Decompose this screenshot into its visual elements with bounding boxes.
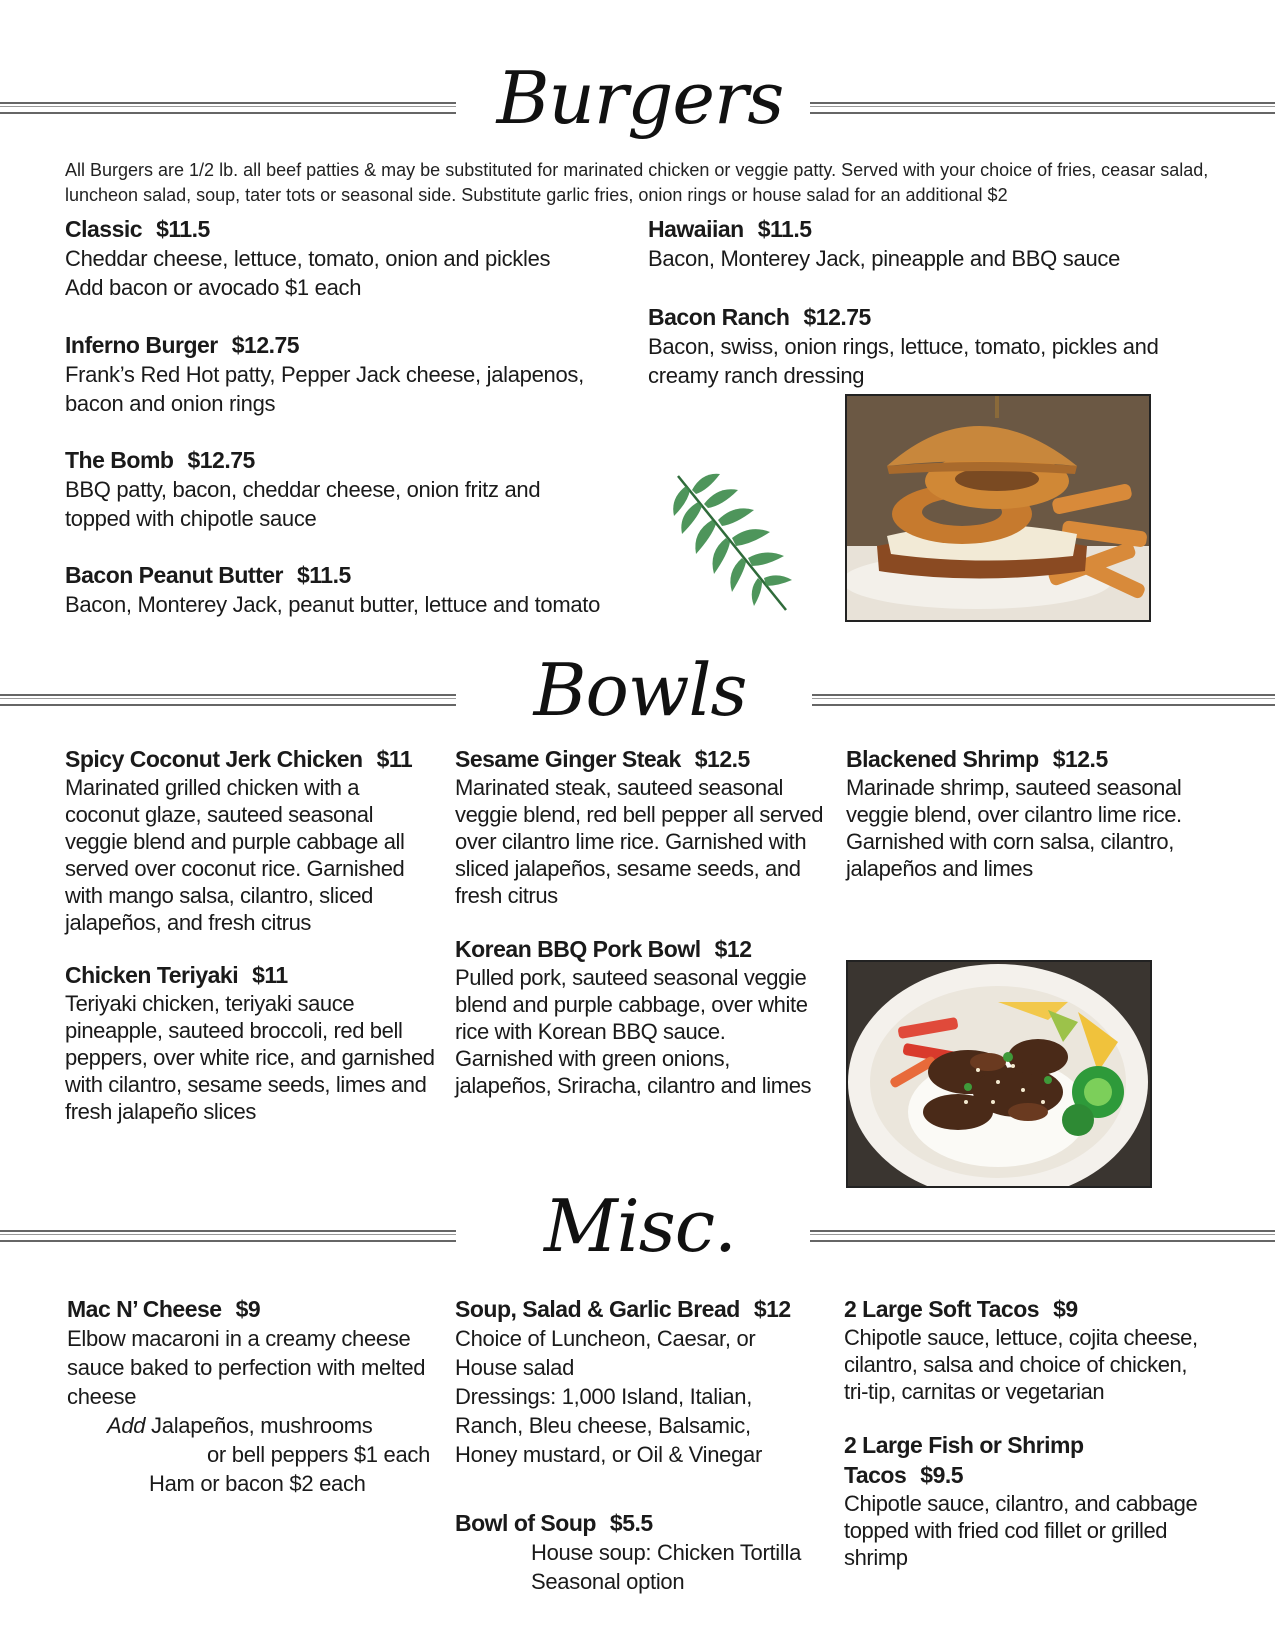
item-title	[65, 445, 605, 475]
fern-leaf-icon	[668, 468, 798, 618]
menu-item-spicy-coconut-jerk-chicken	[65, 744, 435, 936]
item-extra: Add bacon or avocado $1 each	[65, 275, 362, 300]
item-name: The Bomb	[65, 447, 174, 473]
item-price: $9	[235, 1296, 261, 1322]
item-title	[65, 214, 625, 244]
item-price: $9.5	[920, 1462, 964, 1488]
item-description: Bacon, Monterey Jack, peanut butter, lettuce and tomato	[65, 592, 601, 617]
item-name: Blackened Shrimp	[846, 746, 1039, 772]
item-title	[65, 960, 435, 990]
burgers-rule-right	[810, 102, 1275, 114]
item-price: $12	[714, 936, 752, 962]
item-name: Classic	[65, 216, 143, 242]
item-description: Bacon, Monterey Jack, pineapple and BBQ sauce	[648, 246, 1121, 271]
burgers-intro: All Burgers are 1/2 lb. all beef patties & may be substituted for marinated chicken or veggie patty. Served with your choice of fries, ceasar salad, luncheon salad, soup, tater tots or seasonal side. Substitute garlic fries, onion rings or house salad for an additional $2	[65, 160, 1209, 205]
item-price: $12.5	[1052, 746, 1108, 772]
item-description: Cheddar cheese, lettuce, tomato, onion and pickles	[65, 246, 551, 271]
add-text: Jalapeños, mushrooms	[145, 1413, 373, 1438]
item-description: Chipotle sauce, cilantro, and cabbage topped with fried cod fillet or grilled shrimp	[844, 1491, 1198, 1570]
item-title	[844, 1430, 1204, 1490]
bowl-photo	[846, 960, 1152, 1188]
item-name: Korean BBQ Pork Bowl	[455, 936, 701, 962]
item-name: 2 Large Fish or Shrimp Tacos	[844, 1432, 1084, 1488]
item-title	[844, 1294, 1204, 1324]
item-description: Elbow macaroni in a creamy cheese sauce baked to perfection with melted cheese	[67, 1326, 426, 1409]
menu-item-bowl-of-soup	[455, 1508, 815, 1596]
menu-item-the-bomb	[65, 445, 605, 533]
misc-rule-right	[810, 1230, 1275, 1242]
item-title	[648, 302, 1168, 332]
item-price: $12.5	[694, 746, 750, 772]
item-price: $11.5	[156, 216, 210, 242]
item-title	[846, 744, 1186, 774]
item-title	[65, 330, 625, 360]
item-title	[455, 1294, 815, 1324]
item-name: Mac N’ Cheese	[67, 1296, 222, 1322]
item-add-on-line-3: Ham or bacon $2 each	[149, 1471, 366, 1496]
menu-item-mac-n-cheese	[67, 1294, 437, 1498]
item-title	[455, 1508, 815, 1538]
item-line-1: House soup: Chicken Tortilla	[531, 1540, 802, 1565]
menu-item-2-large-fish-or-shrimp-tacos	[844, 1430, 1204, 1571]
item-title	[455, 744, 825, 774]
burgers-rule-left	[0, 102, 456, 114]
item-description: Marinated grilled chicken with a coconut glaze, sauteed seasonal veggie blend and purple cabbage all served over coconut rice. Garnished with mango salsa, cilantro, sliced jalapeños, and fresh citrus	[65, 775, 405, 935]
menu-item-hawaiian	[648, 214, 1208, 273]
item-name: Spicy Coconut Jerk Chicken	[65, 746, 363, 772]
menu-item-soup-salad-garlic-bread	[455, 1294, 815, 1469]
bowls-heading: Bowls	[533, 648, 747, 732]
item-description: Teriyaki chicken, teriyaki sauce pineapple, sauteed broccoli, red bell peppers, over white rice, and garnished with cilantro, sesame seeds, limes and fresh jalapeño slices	[65, 991, 435, 1124]
item-name: Hawaiian	[648, 216, 744, 242]
item-title	[455, 934, 825, 964]
item-description: Chipotle sauce, lettuce, cojita cheese, cilantro, salsa and choice of chicken, tri-tip, carnitas or vegetarian	[844, 1325, 1198, 1404]
item-price: $9	[1053, 1296, 1078, 1322]
bowls-rule-right	[812, 694, 1275, 706]
misc-rule-left	[0, 1230, 456, 1242]
item-description: BBQ patty, bacon, cheddar cheese, onion fritz and topped with chipotle sauce	[65, 477, 541, 531]
menu-item-blackened-shrimp	[846, 744, 1186, 882]
item-price: $5.5	[609, 1510, 653, 1536]
menu-item-chicken-teriyaki	[65, 960, 435, 1125]
item-title	[648, 214, 1208, 244]
item-title	[65, 744, 435, 774]
menu-item-bacon-peanut-butter	[65, 560, 625, 619]
item-title	[65, 560, 625, 590]
item-name: Soup, Salad & Garlic Bread	[455, 1296, 740, 1322]
misc-heading: Misc.	[544, 1184, 736, 1268]
menu-item-2-large-soft-tacos	[844, 1294, 1204, 1405]
item-name: 2 Large Soft Tacos	[844, 1296, 1040, 1322]
menu-item-inferno-burger	[65, 330, 625, 418]
item-price: $11.5	[757, 216, 812, 242]
item-description: Frank’s Red Hot patty, Pepper Jack cheese, jalapenos, bacon and onion rings	[65, 362, 584, 416]
item-name: Bacon Peanut Butter	[65, 562, 283, 588]
item-dressings: Dressings: 1,000 Island, Italian, Ranch, Bleu cheese, Balsamic, Honey mustard, or Oil & Vinegar	[455, 1384, 762, 1467]
item-price: $12.75	[231, 332, 300, 358]
item-price: $11.5	[296, 562, 351, 588]
menu-item-sesame-ginger-steak	[455, 744, 825, 909]
item-price: $11	[376, 746, 413, 772]
add-word: Add	[107, 1413, 146, 1438]
menu-item-classic	[65, 214, 625, 302]
item-name: Bacon Ranch	[648, 304, 790, 330]
item-name: Inferno Burger	[65, 332, 218, 358]
item-title	[67, 1294, 437, 1324]
item-price: $12.75	[187, 447, 255, 473]
menu-item-bacon-ranch	[648, 302, 1168, 390]
item-add-on-line-1	[67, 1411, 437, 1440]
item-name: Sesame Ginger Steak	[455, 746, 681, 772]
item-add-on-line-2: or bell peppers $1 each	[207, 1442, 431, 1467]
bowls-rule-left	[0, 694, 456, 706]
item-name: Bowl of Soup	[455, 1510, 596, 1536]
item-description: Marinated steak, sauteed seasonal veggie blend, red bell pepper all served over cilantro lime rice. Garnished with sliced jalapeños, sesame seeds, and fresh citrus	[455, 775, 824, 908]
item-price: $12.75	[803, 304, 871, 330]
item-line-2: Seasonal option	[531, 1569, 685, 1594]
menu-item-korean-bbq-pork-bowl	[455, 934, 825, 1099]
burgers-heading: Burgers	[496, 56, 784, 140]
item-description: Pulled pork, sauteed seasonal veggie blend and purple cabbage, over white rice with Korean BBQ sauce. Garnished with green onions, jalapeños, Sriracha, cilantro and limes	[455, 965, 812, 1098]
item-description: Choice of Luncheon, Caesar, or House salad	[455, 1326, 756, 1380]
item-description: Bacon, swiss, onion rings, lettuce, tomato, pickles and creamy ranch dressing	[648, 334, 1159, 388]
burger-photo	[845, 394, 1151, 622]
item-price: $11	[252, 962, 288, 988]
item-price: $12	[753, 1296, 791, 1322]
item-description: Marinade shrimp, sauteed seasonal veggie blend, over cilantro lime rice. Garnished with corn salsa, cilantro, jalapeños and limes	[846, 775, 1182, 881]
item-name: Chicken Teriyaki	[65, 962, 239, 988]
